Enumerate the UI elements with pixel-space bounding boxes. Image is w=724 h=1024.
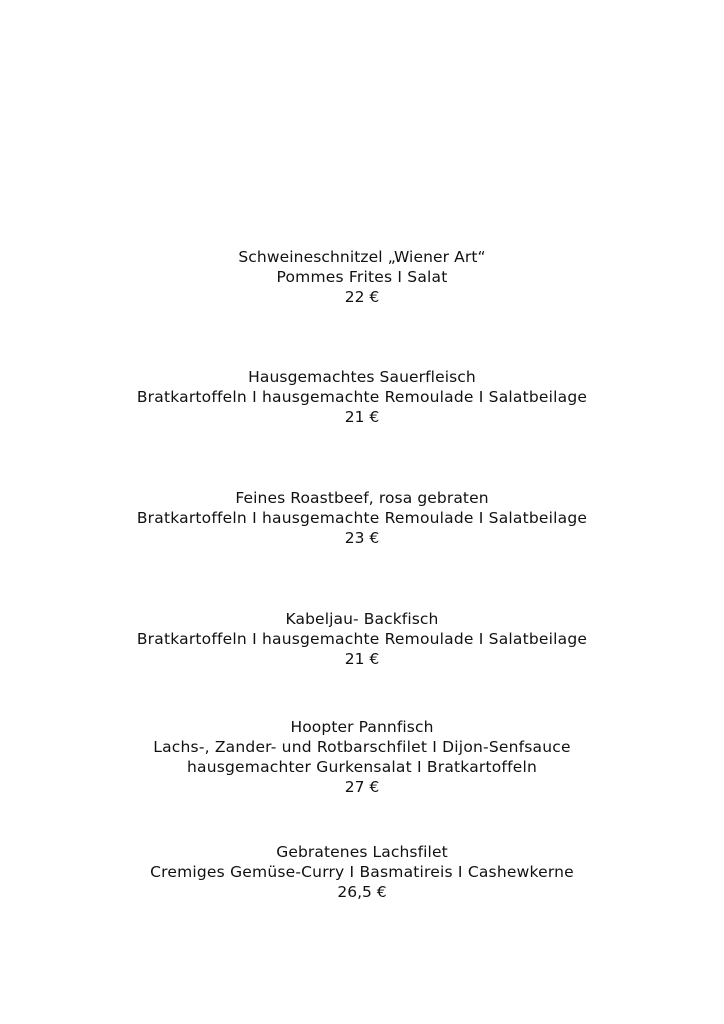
dish-description: Cremiges Gemüse-Curry I Basmatireis I Cashewkerne [150, 863, 574, 881]
dish-name: Feines Roastbeef, rosa gebraten [235, 489, 489, 507]
dish-price: 26,5 € [337, 883, 387, 901]
dish-name: Hoopter Pannfisch [290, 718, 434, 736]
menu-item-backfisch [0, 609, 724, 669]
dish-description: Bratkartoffeln I hausgemachte Remoulade I Salatbeilage [136, 630, 588, 648]
dish-name: Gebratenes Lachsfilet [276, 843, 448, 861]
menu-item-schweineschnitzel [0, 247, 724, 307]
dish-name: Schweineschnitzel „Wiener Art“ [238, 248, 486, 266]
dish-price: 21 € [344, 408, 380, 426]
dish-price: 27 € [344, 778, 380, 796]
dish-name: Kabeljau- Backfisch [285, 610, 439, 628]
dish-description: Pommes Frites I Salat [276, 268, 448, 286]
menu-item-pannfisch [0, 717, 724, 797]
menu-item-roastbeef [0, 488, 724, 548]
dish-description-line-2: hausgemachter Gurkensalat I Bratkartoffeln [186, 758, 538, 776]
dish-description: Lachs-, Zander- und Rotbarschfilet I Dijon-Senfsauce [153, 738, 571, 756]
dish-price: 22 € [344, 288, 380, 306]
dish-description: Bratkartoffeln I hausgemachte Remoulade I Salatbeilage [136, 388, 588, 406]
menu-item-lachsfilet [0, 842, 724, 902]
dish-description: Bratkartoffeln I hausgemachte Remoulade I Salatbeilage [136, 509, 588, 527]
dish-price: 21 € [344, 650, 380, 668]
dish-price: 23 € [344, 529, 380, 547]
dish-name: Hausgemachtes Sauerfleisch [248, 368, 476, 386]
menu-item-sauerfleisch [0, 367, 724, 427]
